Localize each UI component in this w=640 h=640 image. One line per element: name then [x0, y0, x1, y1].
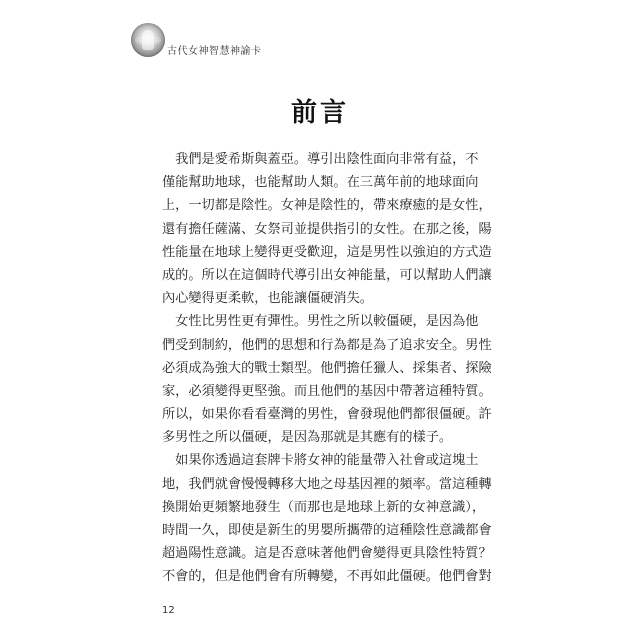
text-line: 家，必須變得更堅強。而且他們的基因中帶著這種特質。 [162, 383, 492, 399]
text-line: 地，我們就會慢慢轉移大地之母基因裡的頻率。當這種轉 [162, 476, 492, 492]
text-line: 如果你透過這套牌卡將女神的能量帶入社會或這塊土 [162, 453, 479, 469]
text-line: 時間一久，即使是新生的男嬰所攜帶的這種陰性意識都會 [162, 523, 492, 538]
chapter-title: 前言 [290, 98, 349, 128]
running-header [131, 22, 262, 58]
running-header-title: 古代女神智慧神諭卡 [167, 45, 262, 57]
text-line: 我們是愛希斯與蓋亞。導引出陰性面向非常有益，不 [162, 152, 479, 167]
text-line: 女性比男性更有彈性。男性之所以較僵硬，是因為他 [162, 314, 479, 330]
text-line: 所以，如果你看看臺灣的男性，會發現他們都很僵硬。許 [162, 407, 492, 423]
text-line: 換開始更頻繁地發生（而那也是地球上新的女神意識）， [162, 499, 486, 515]
text-line: 內心變得更柔軟，也能讓僵硬消失。 [162, 291, 373, 307]
body-text [162, 148, 492, 589]
text-line: 僅能幫助地球，也能幫助人類。在三萬年前的地球面向 [162, 175, 479, 191]
text-line: 超過陽性意識。這是否意味著他們會變得更具陰性特質？ [162, 546, 492, 562]
page-number: 12 [162, 605, 175, 616]
text-line: 成的。所以在這個時代導引出女神能量，可以幫助人們讓 [162, 267, 492, 283]
text-line: 上，一切都是陰性。女神是陰性的，帶來療癒的是女性， [162, 198, 492, 214]
text-line: 必須成為強大的戰士類型。他們擔任獵人、採集者、探險 [162, 360, 492, 376]
text-line: 們受到制約，他們的思想和行為都是為了追求安全。男性 [162, 337, 492, 353]
text-line: 性能量在地球上變得更受歡迎，這是男性以強迫的方式造 [162, 244, 492, 260]
text-line: 不會的，但是他們會有所轉變，不再如此僵硬。他們會對 [162, 569, 492, 585]
text-line: 多男性之所以僵硬，是因為那就是其應有的樣子。 [162, 430, 453, 446]
text-line: 還有擔任薩滿、女祭司並提供指引的女性。在那之後，陽 [162, 221, 492, 237]
goddess-emblem-icon [131, 23, 165, 57]
